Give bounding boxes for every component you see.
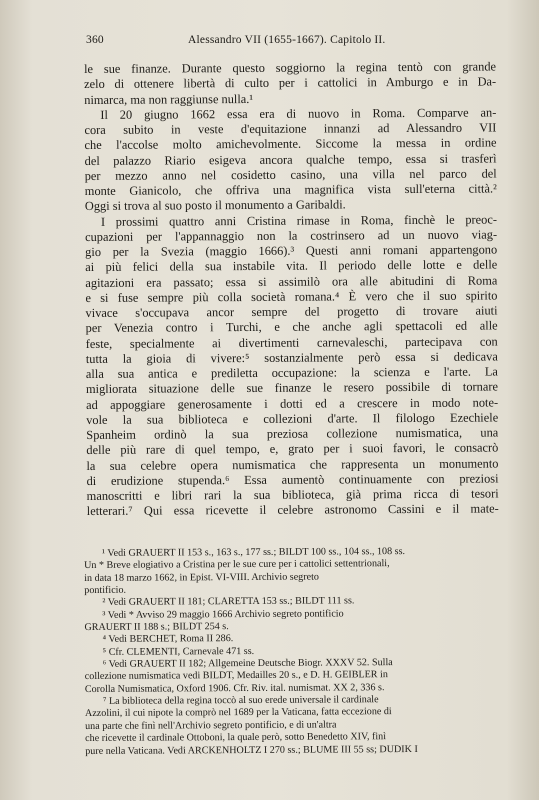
body-line: Spanheim ordinò la sua preziosa collezione numismatica, una <box>86 425 499 442</box>
footnote-line: Corolla Numismatica, Oxford 1906. Cfr. Riv. ital. numismat. XX 2, 336 s. <box>84 681 385 695</box>
footnote-line: pontificio. <box>84 584 127 597</box>
main-text <box>84 59 499 519</box>
body-line: ad appoggiare generosamente i dotti ed a crescere in modo note- <box>86 394 499 412</box>
footnotes <box>84 545 497 757</box>
footnote-line: una parte che finì nell'Archivio segreto pontificio, e di un'altra <box>85 719 337 732</box>
body-line: delle più rare di quel tempo, e, grato per i suoi favori, le consacrò <box>86 440 499 458</box>
footnote-line: ⁴ Vedi BERCHET, Roma II 286. <box>102 633 234 646</box>
body-line: vole la sua biblioteca e collezioni d'arte. Il filologo Ezechiele <box>86 410 499 427</box>
body-line: zelo di ottenere libertà di culto per i cattolici in Amburgo e in Da- <box>84 74 497 92</box>
body-line: feste, specialmente ai divertimenti carnevaleschi, partecipava con <box>85 333 498 351</box>
body-line: Oggi si trova al suo posto il monumento a Garibaldi. <box>84 197 346 214</box>
body-line: per Venezia contro i Turchi, e che anche agli spettacoli ed alle <box>85 318 498 336</box>
body-line: la sua celebre opera numismatica che rappresenta un monumento <box>86 455 499 473</box>
body-line: letterari.⁷ Qui essa ricevette il celebre astronomo Cassini e il mate- <box>86 501 499 519</box>
body-line: cupazioni per l'appannaggio non la costrinsero ad un nuovo viag- <box>85 227 498 244</box>
body-line: le sue finanze. Durante questo soggiorno la regina tentò con grande <box>84 59 497 76</box>
body-line: ai più felici della sua instabile vita. Il periodo delle lotte e delle <box>85 257 498 275</box>
running-header <box>86 34 479 50</box>
footnote-line: ⁷ La biblioteca della regina toccò al suo erede universale il cardinale <box>102 694 379 708</box>
body-line: Il 20 giugno 1662 essa era di nuovo in Roma. Comparve an- <box>100 105 497 122</box>
body-line: vivace s'occupava ancor sempre del progetto di trovare aiuti <box>85 303 498 320</box>
footnote-line: GRAUERT II 188 s.; BILDT 254 s. <box>84 621 229 634</box>
body-line: per mezzo anno nel cosidetto casino, una villa nel parco del <box>84 166 497 183</box>
footnote-line: in data 18 marzo 1662, in Epist. VI-VIII. Archivio segreto <box>84 571 319 584</box>
body-line: nimarca, ma non raggiunse nulla.¹ <box>84 91 254 107</box>
body-line: che l'accolse molto amichevolmente. Siccome la messa in ordine <box>84 135 497 153</box>
footnote-line: ⁵ Cfr. CLEMENTI, Carnevale 471 ss. <box>102 645 255 658</box>
footnote-line: ¹ Vedi GRAUERT II 153 s., 163 s., 177 ss.; BILDT 100 ss., 104 ss., 108 ss. <box>101 546 406 559</box>
body-line: monte Gianicolo, che offriva una magnifica vista sull'eterna città.² <box>84 181 497 198</box>
body-line: del palazzo Riario esigeva ancora qualche tempo, essa si trasferì <box>84 150 497 168</box>
footnote-line: ² Vedi GRAUERT II 181; CLARETTA 153 ss.; BILDT 111 ss. <box>102 595 355 609</box>
footnote-line: pure nella Vaticana. Vedi ARCKENHOLTZ I 270 ss.; BLUME III 55 ss; DUDIK I <box>85 743 418 757</box>
footnote-line: ⁶ Vedi GRAUERT II 182; Allgemeine Deutsche Biogr. XXXV 52. Sulla <box>102 657 393 670</box>
body-line: di erudizione stupenda.⁶ Essa aumentò continuamente con preziosi <box>86 471 499 488</box>
footnote-line: Un * Breve elogiativo a Cristina per le sue cure per i cattolici settentrionali, <box>84 558 390 572</box>
footnote-line: che ricevette il cardinale Ottoboni, la quale però, sotto Benedetto XIV, finì <box>85 731 387 745</box>
footnote-line: Azzolini, il cui nipote la comprò nel 1689 per la Vaticana, fatta eccezione di <box>84 706 392 720</box>
body-line: agitazioni era passato; essa si assimilò ora alle abitudini di Roma <box>85 272 498 290</box>
footnote-line: collezione numismatica vedi BILDT, Medailles 20 s., e D. H. GEIBLER in <box>84 669 388 683</box>
page-number: 360 <box>86 34 104 46</box>
footnote-line: ³ Vedi * Avviso 29 maggio 1666 Archivio segreto pontificio <box>102 608 344 621</box>
running-title: Alessandro VII (1655-1667). Capitolo II. <box>188 34 386 46</box>
body-line: e si fuse sempre più colla società romana.⁴ È vero che il suo spirito <box>85 288 498 305</box>
body-line: cora subito in veste d'equitazione innanzi ad Alessandro VII <box>84 120 497 137</box>
body-line: migliorata situazione delle sue finanze le resero possibile di tornare <box>85 379 499 397</box>
body-line: manoscritti e libri rari la sua biblioteca, già prima ricca di tesori <box>86 486 499 503</box>
body-line: tutta la gioia di vivere:⁵ sostanzialmente però essa si dedicava <box>85 349 498 366</box>
body-line: gio per la Svezia (maggio 1666).³ Questi anni romani appartengono <box>85 242 498 259</box>
body-line: I prossimi quattro anni Cristina rimase in Roma, finchè le preoc- <box>100 211 498 229</box>
body-line: alla sua antica e prediletta occupazione: la scienza e l'arte. La <box>85 364 498 381</box>
